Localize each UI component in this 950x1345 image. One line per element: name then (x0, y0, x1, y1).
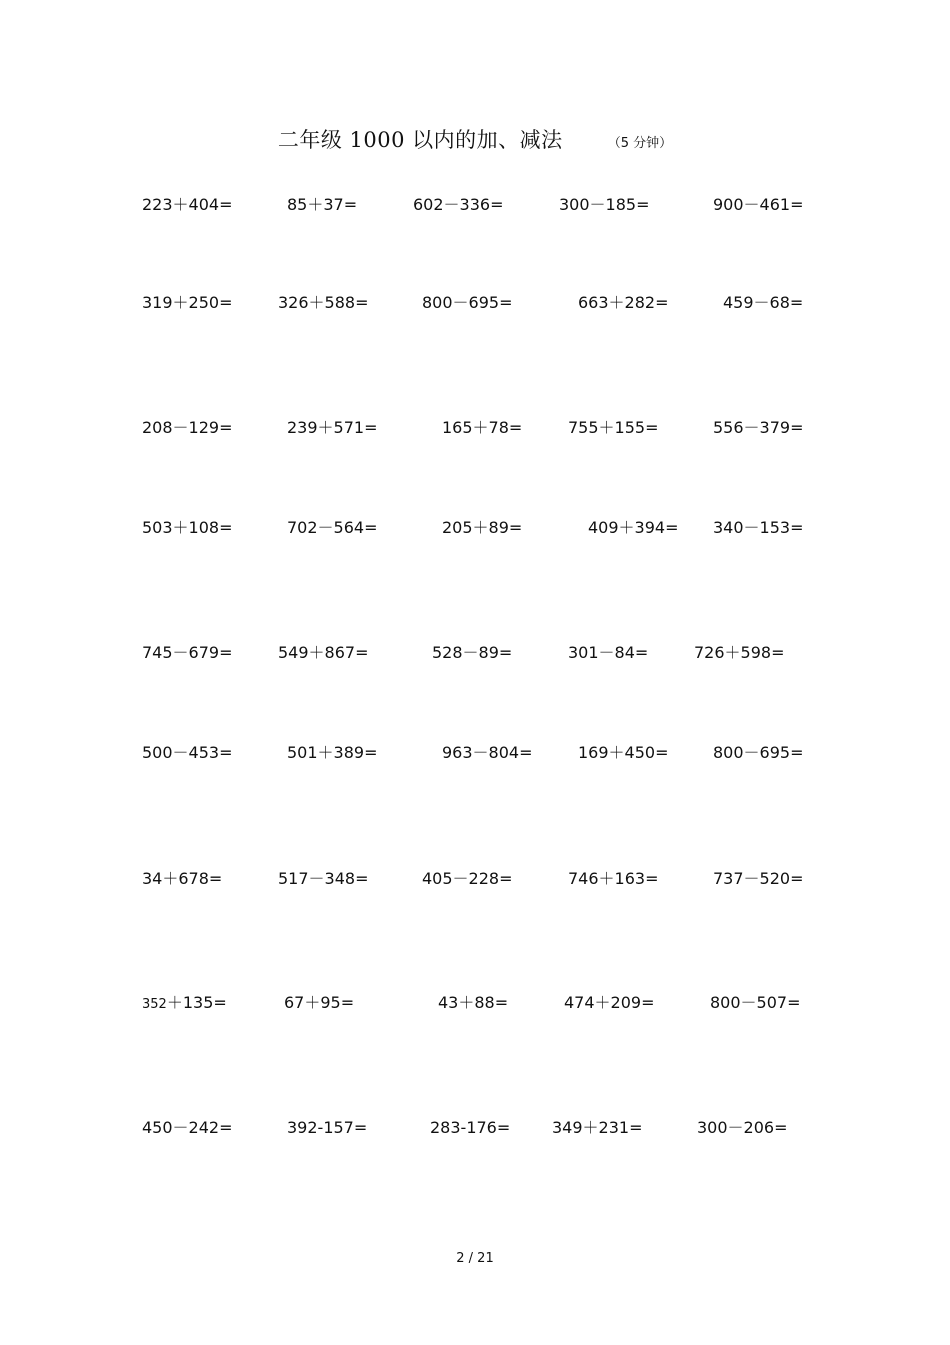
page-number: 2 / 21 (456, 1251, 494, 1266)
math-problem: 549＋867= (278, 643, 369, 662)
math-problem: 702－564= (287, 518, 378, 537)
math-problem: 223＋404= (142, 195, 233, 214)
math-problem: 800－507= (710, 993, 801, 1012)
math-problem: 800－695= (422, 293, 513, 312)
worksheet-title: 二年级 1000 以内的加、减法 (277, 128, 563, 152)
math-problem: 602－336= (413, 195, 504, 214)
page-title (0, 124, 950, 154)
time-limit-note: （5 分钟） (607, 136, 673, 151)
math-problem: 737－520= (713, 869, 804, 888)
problem-row (0, 867, 950, 891)
math-problem: 459－68= (723, 293, 804, 312)
problem-row (0, 516, 950, 540)
math-problem: 340－153= (713, 518, 804, 537)
math-problem: 800－695= (713, 743, 804, 762)
math-problem: 450－242= (142, 1118, 233, 1137)
math-problem: 67＋95= (284, 993, 355, 1012)
math-problem: 208－129= (142, 418, 233, 437)
math-problem: 392-157= (287, 1118, 368, 1137)
problem-row (0, 1116, 950, 1140)
math-problem-rest: ＋135= (166, 993, 227, 1012)
math-problem: 283-176= (430, 1118, 511, 1137)
math-problem: 500－453= (142, 743, 233, 762)
math-problem: 34＋678= (142, 869, 223, 888)
math-problem: 300－185= (559, 195, 650, 214)
math-problem-number: 352 (142, 997, 167, 1012)
math-problem: 663＋282= (578, 293, 669, 312)
problem-row (0, 991, 950, 1015)
math-problem: 501＋389= (287, 743, 378, 762)
math-problem: 349＋231= (552, 1118, 643, 1137)
math-problem: 474＋209= (564, 993, 655, 1012)
math-problem: 900－461= (713, 195, 804, 214)
math-problem: 409＋394= (588, 518, 679, 537)
math-problem: 300－206= (697, 1118, 788, 1137)
problem-row (0, 291, 950, 315)
math-problem: 963－804= (442, 743, 533, 762)
math-problem: 205＋89= (442, 518, 523, 537)
math-problem: 556－379= (713, 418, 804, 437)
math-problem: 239＋571= (287, 418, 378, 437)
math-problem: 301－84= (568, 643, 649, 662)
math-problem (142, 991, 227, 1017)
math-problem: 165＋78= (442, 418, 523, 437)
math-problem: 517－348= (278, 869, 369, 888)
math-problem: 528－89= (432, 643, 513, 662)
math-problem: 726＋598= (694, 643, 785, 662)
math-problem: 169＋450= (578, 743, 669, 762)
math-problem: 326＋588= (278, 293, 369, 312)
math-problem: 405－228= (422, 869, 513, 888)
math-problem: 755＋155= (568, 418, 659, 437)
math-problem: 745－679= (142, 643, 233, 662)
math-problem: 85＋37= (287, 195, 358, 214)
math-problem: 746＋163= (568, 869, 659, 888)
problem-row (0, 193, 950, 217)
problem-row (0, 741, 950, 765)
math-problem: 43＋88= (438, 993, 509, 1012)
problem-row (0, 641, 950, 665)
math-problem: 503＋108= (142, 518, 233, 537)
problem-row (0, 416, 950, 440)
math-problem: 319＋250= (142, 293, 233, 312)
